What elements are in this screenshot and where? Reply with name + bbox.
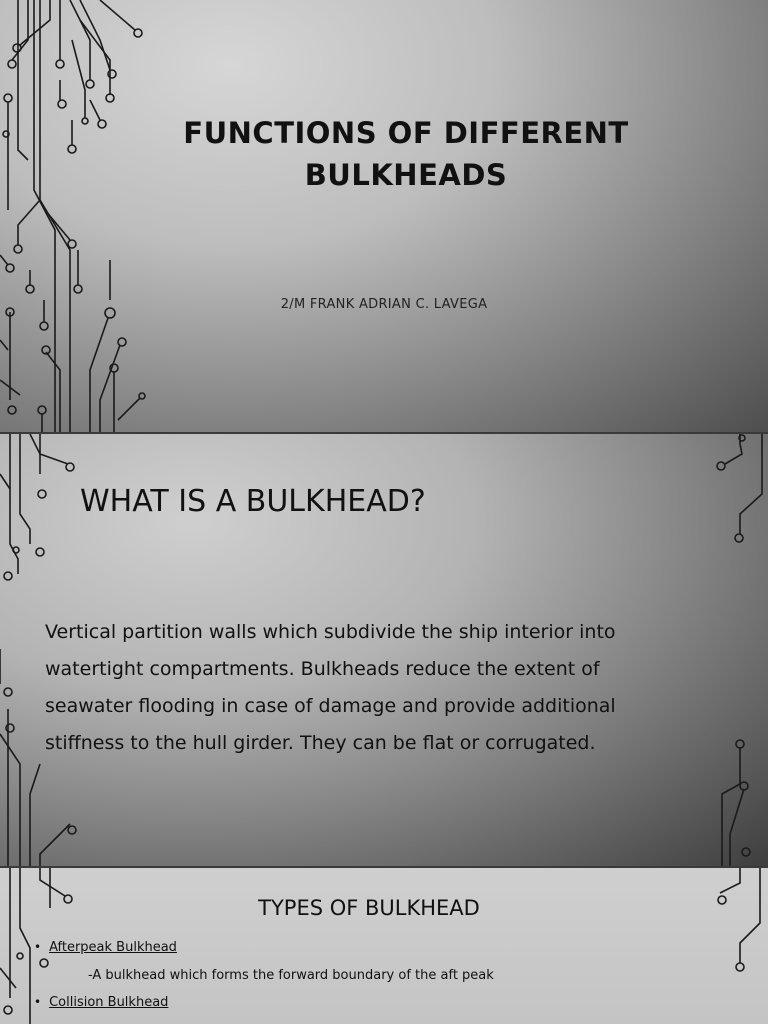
- slide-heading: TYPES OF BULKHEAD: [258, 896, 480, 920]
- list-item: [34, 995, 168, 1010]
- paragraph-line: Vertical partition walls which subdivide the ship interior into: [45, 621, 616, 643]
- presenter-name: 2/M FRANK ADRIAN C. LAVEGA: [280, 297, 488, 312]
- slide-definition: [0, 434, 768, 866]
- collision-bulkhead-link[interactable]: Collision Bulkhead: [49, 995, 169, 1010]
- definition-paragraph: [45, 614, 705, 762]
- afterpeak-bulkhead-link[interactable]: Afterpeak Bulkhead: [49, 940, 177, 955]
- title-line-2: BULKHEADS: [304, 158, 508, 192]
- circuit-decoration-icon: [0, 0, 160, 432]
- paragraph-line: watertight compartments. Bulkheads reduce the extent of: [45, 658, 600, 680]
- title-line-1: FUNCTIONS OF DIFFERENT: [183, 116, 629, 150]
- bullet-icon: •: [34, 995, 42, 1009]
- item-description: -A bulkhead which forms the forward boundary of the aft peak: [88, 968, 494, 983]
- bullet-icon: •: [34, 940, 42, 954]
- paragraph-line: seawater flooding in case of damage and provide additional: [45, 695, 616, 717]
- list-item: [34, 940, 177, 955]
- slide-title: [0, 0, 768, 432]
- paragraph-line: stiffness to the hull girder. They can be flat or corrugated.: [45, 732, 596, 754]
- presentation-title: [0, 112, 768, 196]
- slide-heading: WHAT IS A BULKHEAD?: [80, 484, 426, 519]
- slide-types: [0, 868, 768, 1024]
